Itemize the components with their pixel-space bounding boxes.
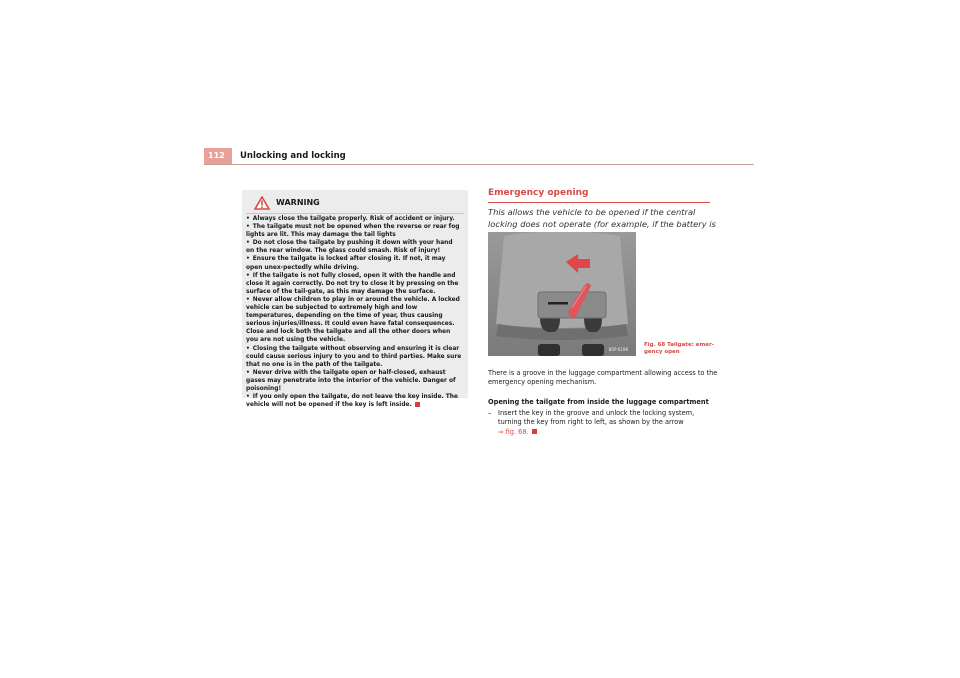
instruction-step	[488, 409, 714, 437]
tailgate-illustration	[488, 232, 636, 356]
tailgate-figure	[488, 232, 636, 356]
bullet-icon: •	[246, 256, 250, 263]
figure-reference-link[interactable]: ⇒ fig. 68.	[498, 427, 529, 436]
bullet-icon: •	[246, 240, 250, 247]
bullet-icon: •	[246, 216, 250, 222]
warning-item-text: If the tailgate is not fully closed, open it with the handle and close it again correctly. Do not try to close it by pressing on the surface of the tail-gate, as this may damage the surface.	[246, 272, 459, 295]
warning-box	[242, 190, 468, 409]
warning-item	[246, 239, 462, 255]
warning-item	[246, 369, 462, 393]
warning-item-text: Ensure the tailgate is locked after closing it. If not, it may open unex-pectedly while driving.	[246, 256, 446, 271]
warning-item	[246, 255, 462, 271]
header-rule	[204, 164, 754, 165]
bullet-icon: •	[246, 272, 250, 279]
warning-item	[246, 272, 462, 296]
warning-item	[246, 296, 462, 345]
figure-code: B5P-0198	[608, 347, 628, 352]
bullet-icon: •	[246, 394, 250, 401]
warning-item-text: The tailgate must not be opened when the reverse or rear fog lights are lit. This may damage the tail lights	[246, 224, 460, 239]
figure-caption: Fig. 68 Tailgate: emer-gency open	[644, 342, 714, 355]
bullet-icon: •	[246, 369, 250, 376]
step-content	[488, 409, 714, 437]
warning-item-text: Closing the tailgate without observing and ensuring it is clear could cause serious injury to you and to third parties. Make sure that no one is in the path of the tailgate.	[246, 345, 462, 368]
warning-item-text: Never allow children to play in or around the vehicle. A locked vehicle can be subjected to extremely high and low temperatures, depending on the time of year, thus causing serious injuries/illness. It could even have fatal consequences. Close and lock both the tailgate and all the other doors when you are not using the vehicle.	[246, 296, 460, 344]
subheading: Opening the tailgate from inside the luggage compartment	[488, 398, 709, 406]
bullet-icon: •	[246, 345, 250, 352]
warning-item-text: Do not close the tailgate by pushing it down with your hand on the rear window. The glass could smash. Risk of injury!	[246, 240, 453, 255]
warning-item-text: If you only open the tailgate, do not leave the key inside. The vehicle will not be opened if the key is left inside.	[246, 394, 458, 409]
warning-item	[246, 223, 462, 239]
warning-list	[246, 215, 462, 409]
section-rule	[488, 202, 710, 203]
warning-header	[254, 194, 462, 212]
warning-heading: WARNING	[276, 197, 320, 207]
end-of-section-icon	[415, 402, 420, 407]
bullet-icon: •	[246, 224, 250, 231]
body-paragraph: There is a groove in the luggage compartment allowing access to the emergency opening mechanism.	[488, 369, 718, 387]
page-number: 112	[204, 148, 232, 164]
section-intro: This allows the vehicle to be opened if the central locking does not operate (for example, if the battery is	[488, 207, 716, 229]
warning-item-text: Always close the tailgate properly. Risk of accident or injury.	[252, 216, 455, 222]
step-text: Insert the key in the groove and unlock the locking system, turning the key from right to left, as shown by the arrow	[498, 409, 695, 427]
warning-item	[246, 393, 462, 409]
end-of-section-icon	[532, 429, 537, 434]
section-title: Emergency opening	[488, 188, 589, 198]
step-dash: –	[488, 409, 492, 417]
warning-item-text: Never drive with the tailgate open or half-closed, exhaust gases may penetrate into the interior of the vehicle. Danger of poisoning!	[246, 369, 456, 392]
running-header: Unlocking and locking	[240, 151, 346, 161]
bullet-icon: •	[246, 296, 250, 303]
warning-item	[246, 215, 462, 223]
warning-triangle-icon	[254, 196, 270, 210]
warning-item	[246, 345, 462, 369]
warning-rule	[246, 213, 464, 214]
